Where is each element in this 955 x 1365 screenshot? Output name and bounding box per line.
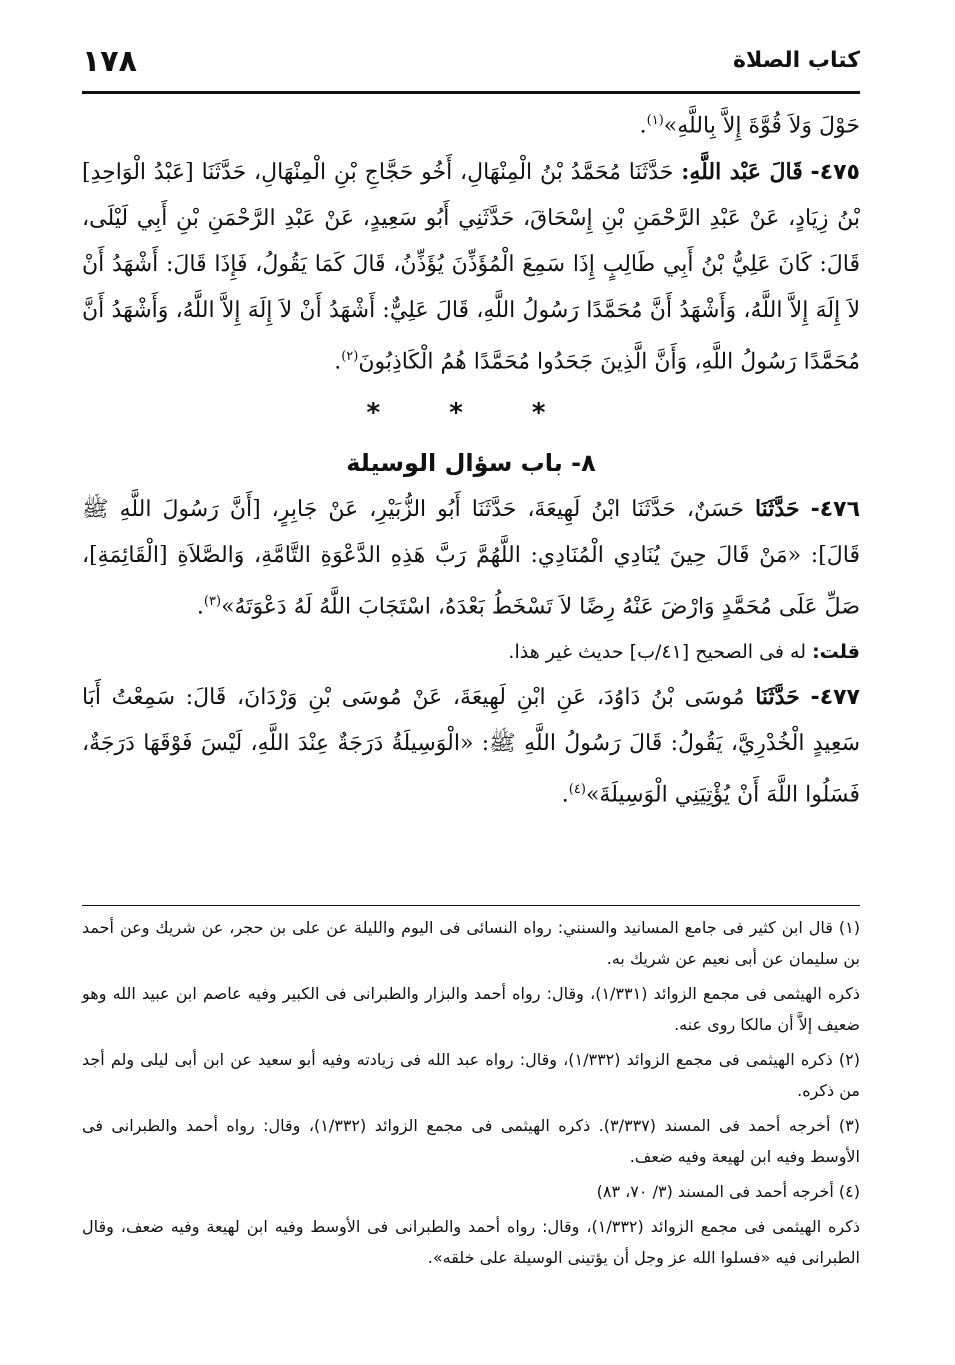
hadith-475-opening: قَالَ عَبْد اللَّهِ:	[681, 159, 803, 186]
footnote-ref-1: (١)	[646, 113, 664, 128]
section-divider-stars: * * *	[366, 397, 576, 428]
footnote-1-continued: ذكره الهيثمى فى مجمع الزوائد (١/٣٣١)، وقال: رواه أحمد والبزار والطبرانى فى الكبير وفيه عاصم ابن عبيد الله وهو ضعيف إلاَّ أن مالكا روى عنه.	[82, 984, 860, 1034]
editor-comment-text: له فى الصحيح [٤١/ب] حديث غير هذا.	[508, 640, 807, 663]
hadith-477-text: مُوسَى بْنُ دَاوُدَ، عَنِ ابْنِ لَهِيعَةَ، عَنْ مُوسَى بْنِ وَرْدَانَ، قَالَ: سَمِعْتُ أَبَا سَعِيدٍ الْخُدْرِيَّ، يَقُولُ: قَالَ رَسُولُ اللَّهِ ﷺ: «الْوَسِيلَةُ دَرَجَةٌ عِنْدَ اللَّهِ، لَيْسَ فَوْقَهَا دَرَجَةٌ، فَسَلُوا اللَّهَ أَنْ يُؤْتِيَنِي الْوَسِيلَةَ»	[82, 684, 860, 808]
hadith-475-text: حَدَّثَنَا مُحَمَّدُ بْنُ الْمِنْهَالِ، أَخُو حَجَّاجِ بْنِ الْمِنْهَالِ، حَدَّثَنَا [عَبْدُ الْوَاحِدِ] بْنُ زِيَادٍ، عَنْ عَبْدِ الرَّحْمَنِ بْنِ إِسْحَاقَ، حَدَّثَنِي أَبُو سَعِيدٍ، عَنْ عَبْدِ الرَّحْمَنِ بْنِ أَبِي لَيْلَى، قَالَ: كَانَ عَلِيُّ بْنُ أَبِي طَالِبٍ إِذَا سَمِعَ الْمُؤَذِّنَ يُؤَذِّنُ، قَالَ كَمَا يَقُولُ، فَإِذَا قَالَ: أَشْهَدُ أَنْ لاَ إِلَهَ إِلاَّ اللَّهُ، وَأَشْهَدُ أَنَّ مُحَمَّدًا رَسُولُ اللَّهِ، قَالَ عَلِيٌّ: أَشْهَدُ أَنْ لاَ إِلَهَ إِلاَّ اللَّهُ، وَأَشْهَدُ أَنَّ مُحَمَّدًا رَسُولُ اللَّهِ، وَأَنَّ الَّذِينَ جَحَدُوا مُحَمَّدًا هُمُ الْكَاذِبُونَ	[82, 160, 860, 375]
page-header	[82, 44, 860, 86]
footnote-2: (٢) ذكره الهيثمى فى مجمع الزوائد (١/٣٣٢)، وقال: رواه عبد الله فى زيادته وفيه أبو سعيد عن ابن أبى ليلى ولم أجد من ذكره.	[82, 1050, 860, 1100]
running-title: كتاب الصلاة	[733, 48, 860, 73]
editor-comment	[82, 630, 860, 674]
hadith-476-text: حَسَنٌ، حَدَّثَنَا ابْنُ لَهِيعَةَ، حَدَّثَنَا أَبُو الزُّبَيْرِ، عَنْ جَابِرٍ، [أَنَّ رَسُولَ اللَّهِ ﷺ قَالَ]: «مَنْ قَالَ حِينَ يُنَادِي الْمُنَادِي: اللَّهُمَّ رَبَّ هَذِهِ الدَّعْوَةِ التَّامَّةِ، وَالصَّلاَةِ [الْقَائِمَةِ]، صَلِّ عَلَى مُحَمَّدٍ وَارْضَ عَنْهُ رِضًا لاَ تَسْخَطُ بَعْدَهُ، اسْتَجَابَ اللَّهُ لَهُ دَعْوَتَهُ»	[82, 496, 860, 619]
hadith-number-475: ٤٧٥-	[810, 160, 860, 186]
footnote-ref-3: (٣)	[203, 593, 222, 609]
chapter-heading: ٨- باب سؤال الوسيلة	[346, 448, 596, 477]
hadith-476: ٤٧٦- حَدَّثَنَا حَسَنٌ، حَدَّثَنَا ابْنُ لَهِيعَةَ، حَدَّثَنَا أَبُو الزُّبَيْرِ، عَنْ جَابِرٍ، [أَنَّ رَسُولَ اللَّهِ ﷺ قَالَ]: «مَنْ قَالَ حِينَ يُنَادِي الْمُنَادِي: اللَّهُمَّ رَبَّ هَذِهِ الدَّعْوَةِ التَّامَّةِ، وَالصَّلاَةِ [الْقَائِمَةِ]، صَلِّ عَلَى مُحَمَّدٍ وَارْضَ عَنْهُ رِضًا لاَ تَسْخَطُ بَعْدَهُ، اسْتَجَابَ اللَّهُ لَهُ دَعْوَتَهُ»$^{(٣)}$.	[82, 495, 861, 619]
footnote-ref-4: (٤)	[568, 781, 586, 797]
hadith-number-477: ٤٧٧-	[810, 684, 860, 710]
editor-comment-label: قلت:	[812, 640, 860, 663]
hadith-477-opening: حَدَّثَنَا	[755, 683, 800, 710]
header-rule	[82, 91, 860, 94]
footnote-1: (١) قال ابن كثير فى جامع المسانيد والسنني: رواه النسائى فى اليوم والليلة عن على بن حجر، عن شريك وعن أحمد بن سليمان عن أبى نعيم عن شريك به.	[82, 918, 860, 968]
hadith-475: ٤٧٥- قَالَ عَبْد اللَّهِ: حَدَّثَنَا مُحَمَّدُ بْنُ الْمِنْهَالِ، أَخُو حَجَّاجِ بْنِ الْمِنْهَالِ، حَدَّثَنَا [عَبْدُ الْوَاحِدِ] بْنُ زِيَادٍ، عَنْ عَبْدِ الرَّحْمَنِ بْنِ إِسْحَاقَ، حَدَّثَنِي أَبُو سَعِيدٍ، عَنْ عَبْدِ الرَّحْمَنِ بْنِ أَبِي لَيْلَى، قَالَ: كَانَ عَلِيُّ بْنُ أَبِي طَالِبٍ إِذَا سَمِعَ الْمُؤَذِّنَ يُؤَذِّنُ، قَالَ كَمَا يَقُولُ، فَإِذَا قَالَ: أَشْهَدُ أَنْ لاَ إِلَهَ إِلاَّ اللَّهُ، وَأَشْهَدُ أَنَّ مُحَمَّدًا رَسُولُ اللَّهِ، قَالَ عَلِيٌّ: أَشْهَدُ أَنْ لاَ إِلَهَ إِلاَّ اللَّهُ، وَأَشْهَدُ أَنَّ مُحَمَّدًا رَسُولُ اللَّهِ، وَأَنَّ الَّذِينَ جَحَدُوا مُحَمَّدًا هُمُ الْكَاذِبُونَ$^{(٢)}$.	[82, 159, 860, 375]
main-text	[82, 98, 860, 818]
hadith-number-476: ٤٧٦-	[810, 496, 861, 522]
footnote-3: (٣) أخرجه أحمد فى المسند (٣/٣٣٧). ذكره الهيثمى فى مجمع الزوائد (١/٣٣٢)، وقال: رواه أحمد والطبرانى فى الأوسط وفيه ابن لهيعة وفيه ضعف.	[82, 1116, 860, 1166]
continuation-paragraph: حَوْلَ وَلاَ قُوَّةَ إِلاَّ بِاللَّهِ»$^{(١)}$.	[639, 113, 860, 139]
footnote-4: (٤) أخرجه أحمد فى المسند (٣/ ٧٠، ٨٣)	[596, 1182, 860, 1201]
footnote-ref-2: (٢)	[341, 349, 359, 365]
footnote-rule	[82, 905, 860, 906]
page-number: ١٧٨	[82, 44, 137, 79]
hadith-476-opening: حَدَّثَنَا	[754, 495, 800, 522]
continuation-text: حَوْلَ وَلاَ قُوَّةَ إِلاَّ بِاللَّهِ»	[663, 113, 860, 139]
hadith-477: ٤٧٧- حَدَّثَنَا مُوسَى بْنُ دَاوُدَ، عَنِ ابْنِ لَهِيعَةَ، عَنْ مُوسَى بْنِ وَرْدَانَ، قَالَ: سَمِعْتُ أَبَا سَعِيدٍ الْخُدْرِيَّ، يَقُولُ: قَالَ رَسُولُ اللَّهِ ﷺ: «الْوَسِيلَةُ دَرَجَةٌ عِنْدَ اللَّهِ، لَيْسَ فَوْقَهَا دَرَجَةٌ، فَسَلُوا اللَّهَ أَنْ يُؤْتِيَنِي الْوَسِيلَةَ»$^{(٤)}$.	[82, 683, 860, 808]
footnotes	[82, 912, 860, 1277]
footnote-4-continued: ذكره الهيثمى فى مجمع الزوائد (١/٣٣٢)، وقال: رواه أحمد والطبرانى فى الأوسط وفيه ابن لهيعة وفيه ضعف، وقال الطبرانى فيه «فسلوا الله عز وجل أن يؤتينى الوسيلة على خلقه».	[82, 1217, 861, 1267]
